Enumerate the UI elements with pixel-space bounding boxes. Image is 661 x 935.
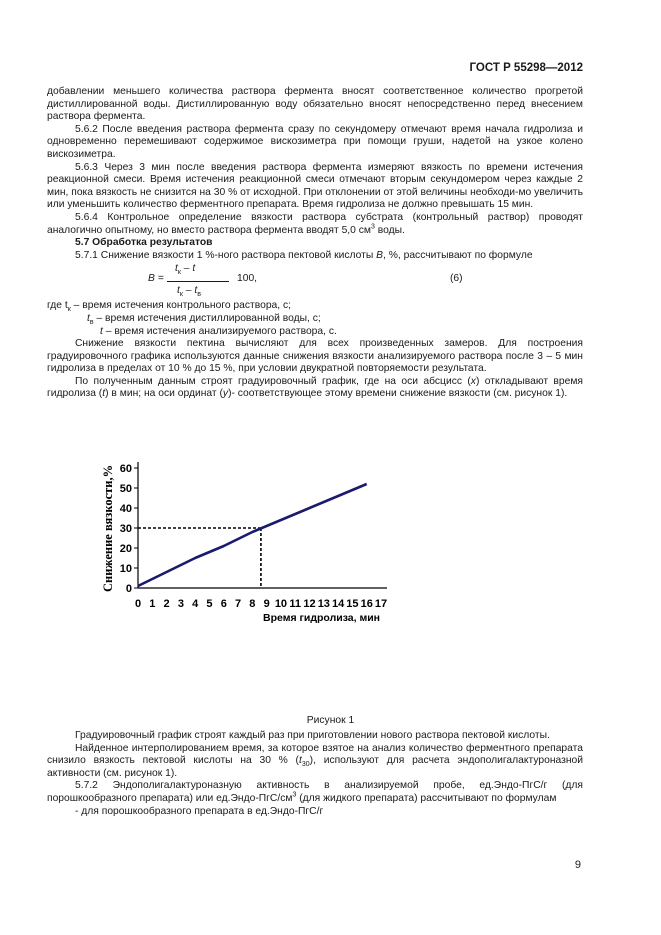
- paragraph-5-6-3: 5.6.3 Через 3 мин после введения раствора фермента измеряют вязкость по времени истечения реакционной смеси. Время истечения реакционной смеси отмечают вторым секундомером через каждые 2 мин, пока вязкость не снизится на 30 % от исходной. При отклонении от этой величины необходи-мо увеличить или уменьшить количество ферментного препарата. Время гидролиза не должно превышать 15 мин.: [47, 161, 583, 211]
- paragraph: Снижение вязкости пектина вычисляют для всех произведенных замеров. Для построения градуировочного графика используются данные снижения вязкости анализируемого раствора после 3 – 5 мин гидролиза в пределах от 10 % до 15 %, при условии двукратной повторяемости результата.: [47, 338, 583, 375]
- x-axis-label: Время гидролиза, мин: [263, 612, 381, 624]
- x-tick-label: 5: [206, 598, 213, 610]
- legend-line: где $t_к$ – время истечения контрольного раствора, с;: [47, 300, 292, 314]
- y-tick-label: 40: [119, 503, 132, 515]
- paragraph-5-6-2: 5.6.2 После введения раствора фермента сразу по секундомеру отмечают время начала гидролиза и одновременно перемешивают содержимое вискозиметра при помощи груши, надетой на узкое колено вискозиметра.: [47, 123, 583, 160]
- x-tick-label: 9: [263, 598, 270, 610]
- formula-denominator: $t_к - t_в$: [177, 285, 201, 299]
- x-tick-label: 8: [249, 598, 256, 610]
- x-tick-label: 0: [134, 598, 142, 610]
- paragraph-5-7-2: 5.7.2 Эндополигалактуроназную активность в анализируемой пробе, ед.Эндо-ПгС/г (для порошкообразного препарата) или $ед.Эндо-ПгС/см^3$ (для жидкого препарата) рассчитывают по формулам: [47, 780, 583, 804]
- y-tick-label: 60: [119, 463, 132, 475]
- x-tick-label: 17: [374, 598, 388, 610]
- chart-svg: [96, 450, 416, 630]
- y-tick-label: 10: [119, 563, 132, 575]
- text: воды.: [374, 224, 405, 236]
- x-tick-label: 14: [331, 598, 345, 610]
- y-tick-label: 30: [119, 523, 132, 535]
- x-tick-label: 11: [289, 598, 302, 610]
- legend-line: $t_в$ – время истечения дистиллированной воды, с;: [87, 312, 321, 326]
- calibration-chart: [96, 450, 416, 630]
- formula-number: (6): [450, 273, 463, 285]
- x-tick-label: 3: [177, 598, 184, 610]
- variable: B: [376, 249, 383, 261]
- data-series: [138, 484, 367, 586]
- legend-line: t – время истечения анализируемого раствора, с.: [100, 325, 337, 337]
- x-tick-label: 2: [163, 598, 170, 610]
- paragraph: Найденное интерполированием время, за которое взятое на анализ количество ферментного препарата снизило вязкость пектовой кислоты на 30 % $(t_{30})$, используют для расчета эндополигалактуроназной активности (см. рисунок 1).: [47, 742, 584, 779]
- paragraph: Градуировочный график строят каждый раз при приготовлении нового раствора пектовой кислоты.: [75, 730, 550, 741]
- y-axis-label: Снижение вязкости,%: [101, 464, 115, 592]
- paragraph: добавлении меньшего количества раствора фермента вносят соответственное количество прогретой дистиллированной воды. Дистиллированную воду обязательно вносят непосредственно перед внесением раствора фермента.: [47, 86, 583, 123]
- formula-factor: 100,: [237, 273, 258, 285]
- x-tick-labels: [135, 598, 387, 610]
- x-tick-label: 10: [274, 598, 288, 610]
- paragraph-5-7-1: [47, 250, 583, 263]
- text: , %, рассчитывают по формуле: [383, 249, 533, 261]
- text: 5.7.1 Снижение вязкости 1 %-ного раствора пектовой кислоты: [75, 249, 377, 261]
- y-tick-label: 20: [119, 543, 132, 555]
- formula-legend: [47, 300, 583, 338]
- figure-caption: Рисунок 1: [306, 715, 355, 726]
- fraction-bar: [167, 281, 229, 282]
- y-tick-label: 50: [119, 483, 132, 495]
- document-body-continued: [47, 730, 583, 818]
- paragraph: По полученным данным строят градуировочный график, где на оси абсцисс (x) откладывают время гидролиза (t) в мин; на оси ординат (y)- соответствующее этому времени снижение вязкости (см. рисунок 1).: [47, 375, 583, 400]
- y-tick-label: 0: [125, 583, 132, 595]
- document-body: [47, 86, 583, 401]
- paragraph: - для порошкообразного препарата в ед.Эндо-ПгС/г: [75, 805, 324, 817]
- x-tick-label: 4: [192, 598, 199, 610]
- formula-numerator: $t_к$ – t: [175, 263, 196, 277]
- x-tick-label: 6: [220, 598, 227, 610]
- x-tick-label: 7: [234, 598, 242, 610]
- series-line: [138, 484, 367, 586]
- text: 5.6.4 Контрольное определение вязкости раствора субстрата (контрольный раствор) проводят аналогично опытному, но вместо раствора фермента вводят 5,0 см: [47, 211, 583, 236]
- x-tick-label: 12: [303, 598, 316, 610]
- paragraph-5-6-4: [47, 212, 583, 237]
- x-tick-label: 15: [346, 598, 359, 610]
- section-heading-5-7: 5.7 Обработка результатов: [75, 237, 213, 249]
- formula-lhs: B =: [148, 273, 164, 285]
- x-tick-label: 16: [360, 598, 373, 610]
- formula-6: [47, 262, 583, 300]
- superscript: 3: [370, 223, 375, 231]
- page-number: 9: [574, 859, 581, 871]
- document-header: ГОСТ Р 55298—2012: [469, 62, 583, 74]
- y-tick-labels: [120, 463, 138, 595]
- x-tick-label: 13: [317, 598, 330, 610]
- x-tick-label: 1: [149, 598, 156, 610]
